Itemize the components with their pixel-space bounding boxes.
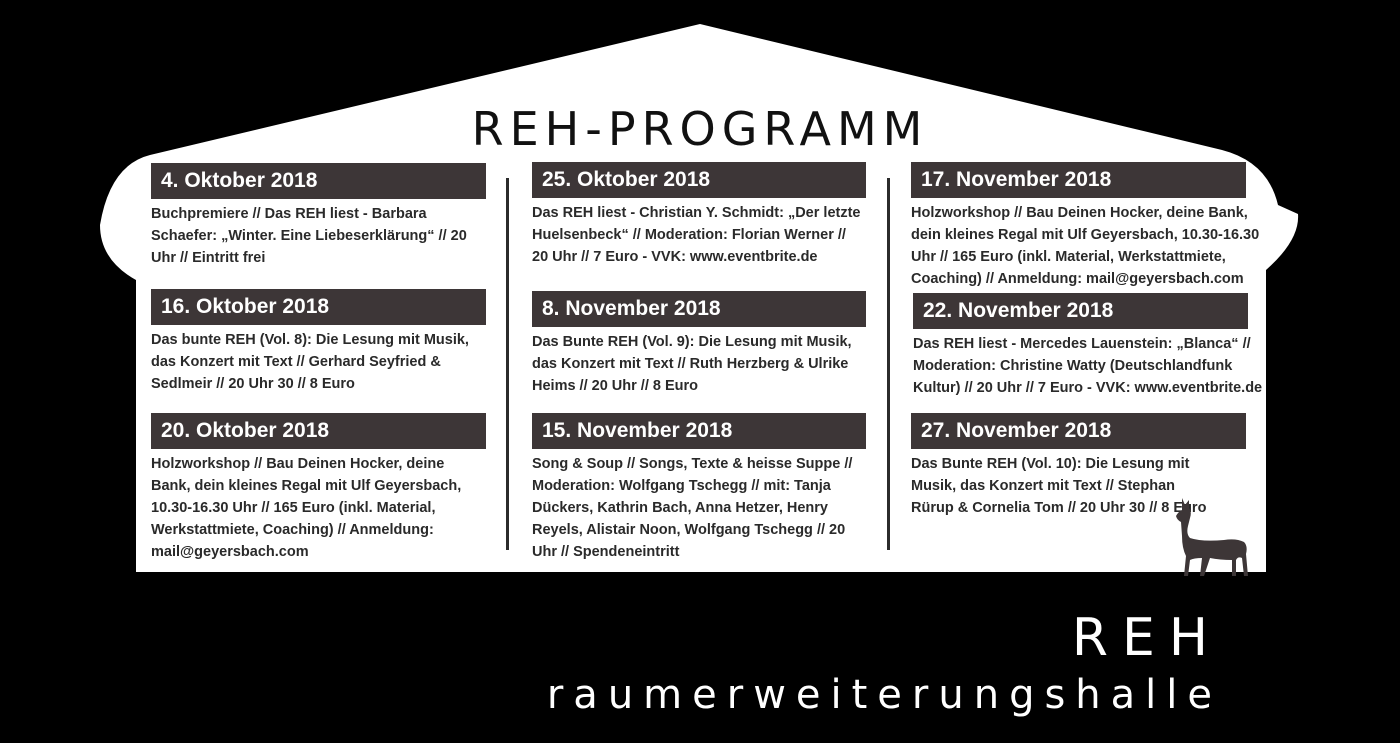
event-description: Das REH liest - Mercedes Lauenstein: „Blanca“ // Moderation: Christine Watty (Deutschlandfunk Kultur) // 20 Uhr // 7 Euro - VVK: www.eventbrite.de [913,336,1263,396]
event-card [532,291,866,397]
event-date: 25. Oktober 2018 [532,162,866,198]
event-description: Song & Soup // Songs, Texte & heisse Suppe // Moderation: Wolfgang Tschegg // mit: Tanja Dückers, Kathrin Bach, Anna Hetzer, Henry Reyels, Alistair Noon, Wolfgang Tschegg // 20 Uhr // Spendeneintritt [532,456,853,560]
event-card [532,162,866,268]
event-date: 4. Oktober 2018 [151,163,486,199]
event-date: 15. November 2018 [532,413,866,449]
event-card [532,413,866,563]
event-date: 17. November 2018 [911,162,1246,198]
event-card [151,289,486,395]
event-description: Das REH liest - Christian Y. Schmidt: „Der letzte Huelsenbeck“ // Moderation: Florian Werner // 20 Uhr // 7 Euro - VVK: www.eventbrite.de [532,205,861,265]
event-description: Holzworkshop // Bau Deinen Hocker, deine Bank, dein kleines Regal mit Ulf Geyersbach, 10.30-16.30 Uhr // 165 Euro (inkl. Material, Werkstattmiete, Coaching) // Anmeldung: mail@geyersbach.com [151,456,462,560]
deer-silhouette-icon [1168,496,1258,576]
program-title: REH-PROGRAMM [471,102,929,156]
event-description: Das Bunte REH (Vol. 10): Die Lesung mit Musik, das Konzert mit Text // Stephan Rürup & Cornelia Tom // 20 Uhr 30 // 8 Euro [911,456,1207,516]
brand-name: REH [1071,608,1222,668]
column-divider [887,178,890,550]
event-card [911,162,1271,290]
event-description: Das bunte REH (Vol. 8): Die Lesung mit Musik, das Konzert mit Text // Gerhard Seyfried & Sedlmeir // 20 Uhr 30 // 8 Euro [151,332,469,392]
event-date: 20. Oktober 2018 [151,413,486,449]
event-description: Holzworkshop // Bau Deinen Hocker, deine Bank, dein kleines Regal mit Ulf Geyersbach, 10.30-16.30 Uhr // 165 Euro (inkl. Material, Werkstattmiete, Coaching) // Anmeldung: mail@geyersbach.com [911,205,1260,287]
event-description: Das Bunte REH (Vol. 9): Die Lesung mit Musik, das Konzert mit Text // Ruth Herzberg & Ulrike Heims // 20 Uhr // 8 Euro [532,334,852,394]
event-card [151,413,486,563]
event-date: 22. November 2018 [913,293,1248,329]
event-description: Buchpremiere // Das REH liest - Barbara Schaefer: „Winter. Eine Liebeserklärung“ // 20 Uhr // Eintritt frei [151,206,467,266]
event-date: 16. Oktober 2018 [151,289,486,325]
column-divider [506,178,509,550]
event-card [151,163,486,269]
event-card [913,293,1268,399]
event-date: 8. November 2018 [532,291,866,327]
brand-subtitle: raumerweiterungshalle [546,672,1222,718]
event-date: 27. November 2018 [911,413,1246,449]
